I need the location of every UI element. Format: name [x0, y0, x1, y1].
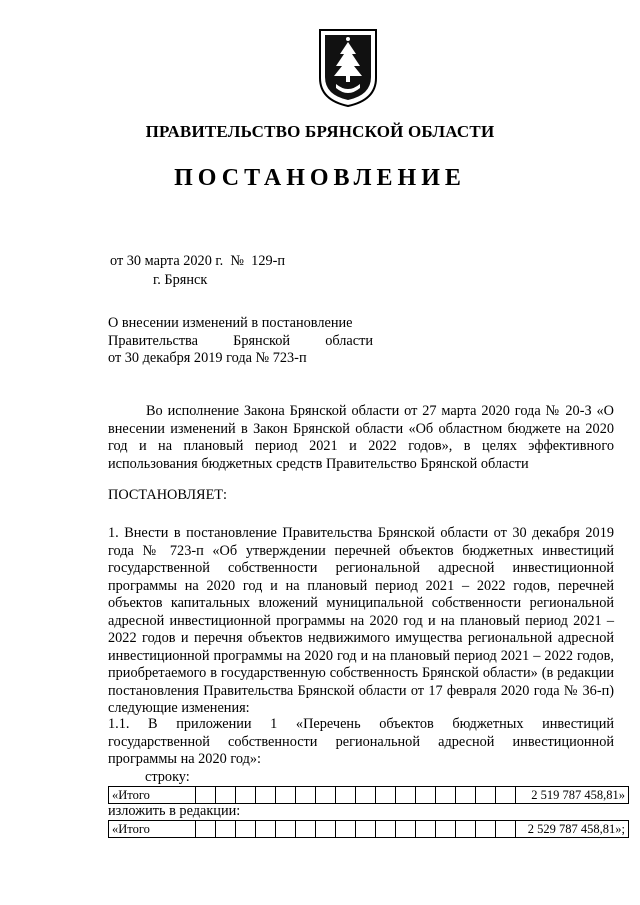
subject-line-2: Правительства Брянской области	[108, 332, 373, 349]
row-name-cell: «Итого	[109, 821, 196, 838]
city: г. Брянск	[153, 272, 208, 288]
empty-cell	[396, 821, 416, 838]
empty-cell	[416, 821, 436, 838]
empty-cell	[436, 821, 456, 838]
empty-cell	[356, 821, 376, 838]
empty-cell	[476, 821, 496, 838]
organization-title: ПРАВИТЕЛЬСТВО БРЯНСКОЙ ОБЛАСТИ	[145, 122, 495, 141]
empty-cell	[376, 821, 396, 838]
empty-cell	[456, 787, 476, 804]
empty-cell	[276, 787, 296, 804]
empty-cell	[276, 821, 296, 838]
row-value-cell: 2 529 787 458,81»;	[516, 821, 629, 838]
empty-cell	[316, 787, 336, 804]
document-type-title: ПОСТАНОВЛЕНИЕ	[174, 165, 466, 191]
empty-cell	[256, 787, 276, 804]
table-row	[109, 821, 629, 838]
old-total-row-table	[108, 786, 629, 804]
empty-cell	[256, 821, 276, 838]
new-total-row-table	[108, 820, 629, 838]
paragraph-1-text: 1. Внести в постановление Правительства Брянской области от 30 декабря 2019 года № 723-п «Об утверждении перечней объектов бюджетных инвестиций государственной собственности региональной адресной инвестиционной программы на 2020 год и на плановый период 2021 – 2022 годов, перечней объектов капитальных вложений муниципальной собственности региональной адресной инвестиционной программы на 2020 год и на плановый период 2021 – 2022 годов и перечня объектов недвижимого имущества региональной адресной инвестиционной программы на 2020 год и на плановый период 2021 – 2022 годов, приобретаемого в государственную собственность Брянской области» (в редакции постановления Правительства Брянской области от 17 февраля 2020 года № 36-п) следующие изменения:	[108, 525, 614, 716]
subject-line-1: О внесении изменений в постановление	[108, 315, 353, 331]
empty-cell	[456, 821, 476, 838]
paragraph-1-1-text: 1.1. В приложении 1 «Перечень объектов бюджетных инвестиций государственной собственности региональной адресной инвестиционной программы на 2020 год»:	[108, 716, 614, 767]
subject-line-3: от 30 декабря 2019 года № 723-п	[108, 350, 307, 366]
empty-cell	[216, 787, 236, 804]
empty-cell	[216, 821, 236, 838]
empty-cell	[356, 787, 376, 804]
preamble-text: Во исполнение Закона Брянской области от 27 марта 2020 года № 20-З «О внесении изменений в Закон Брянской области «Об областном бюджете на 2020 год и на плановый период 2021 и 2022 годов», в целях эффективного использования бюджетных средств Правительство Брянской области	[108, 403, 614, 472]
empty-cell	[376, 787, 396, 804]
document-subject	[108, 315, 373, 368]
replace-label: изложить в редакции:	[108, 803, 241, 819]
empty-cell	[196, 821, 216, 838]
empty-cell	[296, 821, 316, 838]
preamble	[108, 403, 614, 473]
empty-cell	[196, 787, 216, 804]
empty-cell	[396, 787, 416, 804]
paragraph-1	[108, 525, 614, 718]
empty-cell	[316, 821, 336, 838]
table-row	[109, 787, 629, 804]
date-and-number: от 30 марта 2020 г. № 129-п	[110, 253, 286, 269]
paragraph-1-1	[108, 716, 614, 769]
empty-cell	[336, 821, 356, 838]
empty-cell	[436, 787, 456, 804]
row-name-cell: «Итого	[109, 787, 196, 804]
empty-cell	[336, 787, 356, 804]
decree-word: ПОСТАНОВЛЯЕТ:	[108, 487, 228, 503]
row-label: строку:	[145, 769, 190, 785]
empty-cell	[296, 787, 316, 804]
empty-cell	[496, 821, 516, 838]
empty-cell	[476, 787, 496, 804]
empty-cell	[496, 787, 516, 804]
coat-of-arms-emblem	[318, 28, 378, 108]
empty-cell	[236, 821, 256, 838]
empty-cell	[236, 787, 256, 804]
empty-cell	[416, 787, 436, 804]
row-value-cell: 2 519 787 458,81»	[516, 787, 629, 804]
